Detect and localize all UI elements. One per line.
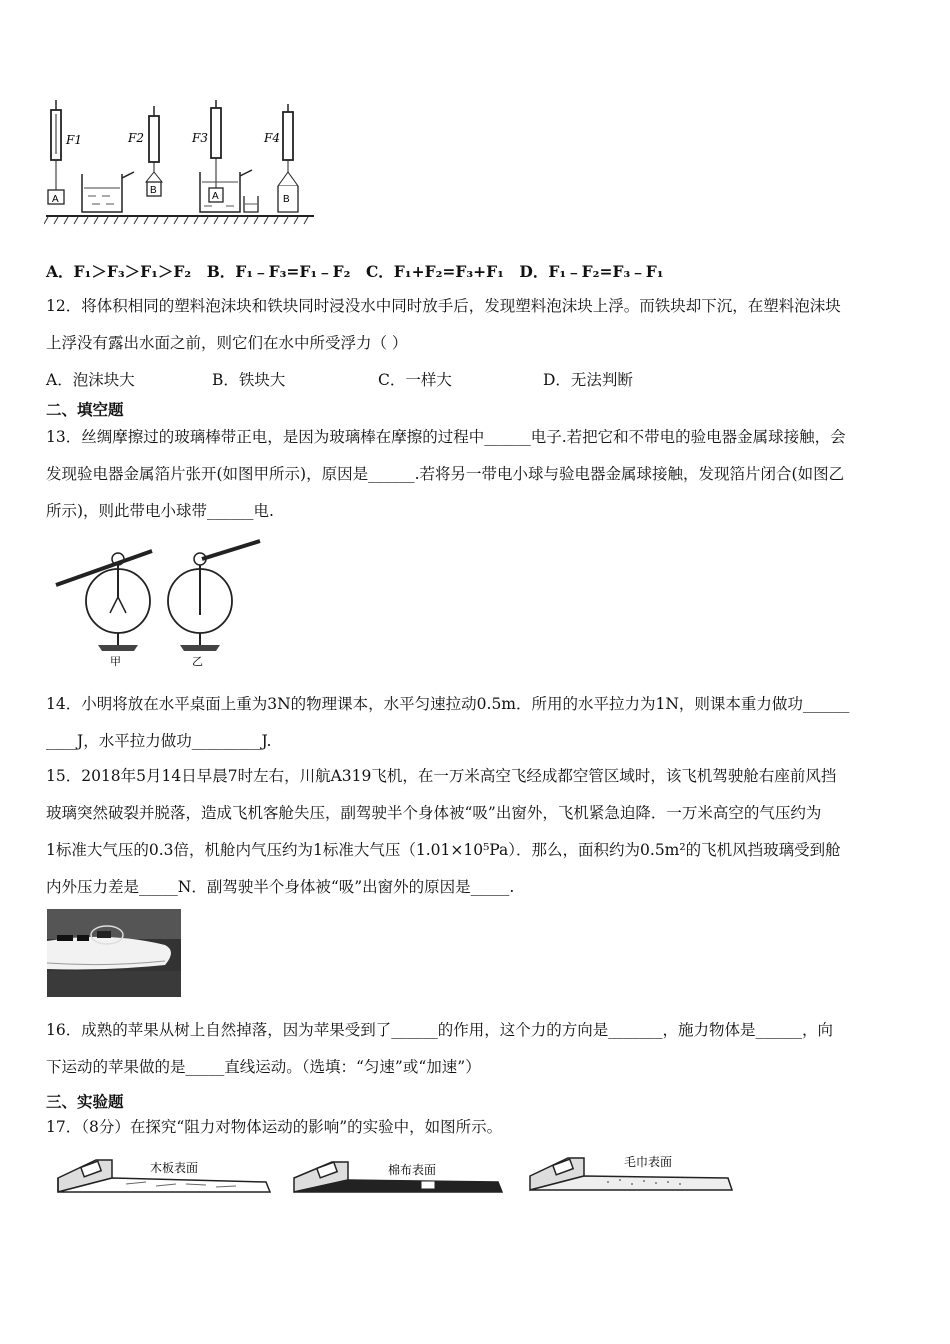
q16-line2: 下运动的苹果做的是_____直线运动。（选填：“匀速”或“加速”） xyxy=(46,1058,481,1076)
wood-surface-diagram xyxy=(58,1160,270,1192)
fig-label-b1: B xyxy=(150,185,157,196)
q12-line1: 12．将体积相同的塑料泡沫块和铁块同时浸没水中同时放手后，发现塑料泡沫块上浮。而铁块却下沉，在塑料泡沫块 xyxy=(46,297,841,315)
q13-line1: 13．丝绸摩擦过的玻璃棒带正电，是因为玻璃棒在摩擦的过程中______电子.若把它和不带电的验电器金属球接触，会 xyxy=(46,428,846,446)
q14-line1: 14．小明将放在水平桌面上重为3N的物理课本，水平匀速拉动0.5m．所用的水平拉力为1N，则课本重力做功______ xyxy=(46,695,850,713)
section-fill-in-title: 二、填空题 xyxy=(46,400,124,419)
fig-label-a1: A xyxy=(52,194,59,205)
spring-scale-figure xyxy=(44,98,320,230)
electroscope-figure xyxy=(52,535,268,667)
fig-label-f1: F1 xyxy=(66,133,82,147)
q15-line2: 玻璃突然破裂并脱落，造成飞机客舱失压，副驾驶半个身体被“吸”出窗外，飞机紧急迫降．一万米高空的气压约为 xyxy=(46,804,822,822)
cotton-surface-diagram xyxy=(294,1162,502,1192)
surface-label-towel: 毛巾表面 xyxy=(624,1155,673,1169)
q13-line2: 发现验电器金属箔片张开(如图甲所示)，原因是______.若将另一带电小球与验电器金属球接触，发现箔片闭合(如图乙 xyxy=(46,465,845,483)
fig-label-f2: F2 xyxy=(128,131,144,145)
q12-option-b: B．铁块大 xyxy=(212,371,286,389)
q15-line3: 1标准大气压的0.3倍，机舱内气压约为1标准大气压（1.01×10⁵Pa）．那么，面积约为0.5m²的飞机风挡玻璃受到舱 xyxy=(46,841,841,859)
airplane-photo xyxy=(47,909,181,997)
surface-label-cotton: 棉布表面 xyxy=(388,1163,437,1177)
surface-label-wood: 木板表面 xyxy=(150,1161,199,1175)
towel-surface-diagram xyxy=(530,1154,732,1190)
q12-option-a: A．泡沫块大 xyxy=(46,371,135,389)
q17-line1: 17．（8分）在探究“阻力对物体运动的影响”的实验中，如图所示。 xyxy=(46,1118,503,1136)
q12-option-d: D．无法判断 xyxy=(543,371,633,389)
q11-options: A．F₁＞F₃＞F₁＞F₂ B．F₁﹣F₃=F₁﹣F₂ C．F₁+F₂=F₃+F₁ D．F₁﹣F₂=F₃﹣F₁ xyxy=(46,262,664,281)
q16-line1: 16．成熟的苹果从树上自然掉落，因为苹果受到了______的作用，这个力的方向是_______，施力物体是______，向 xyxy=(46,1021,833,1039)
fig-label-f3: F3 xyxy=(192,131,208,145)
fig-label-b2: B xyxy=(283,194,290,205)
q12-line2: 上浮没有露出水面之前，则它们在水中所受浮力（ ） xyxy=(46,334,408,352)
surfaces-figure xyxy=(56,1152,740,1202)
q14-line2: ____J，水平拉力做功_________J. xyxy=(46,732,272,750)
fig-label-f4: F4 xyxy=(264,131,280,145)
label-jia: 甲 xyxy=(110,655,121,667)
label-yi: 乙 xyxy=(192,655,203,667)
q15-line4: 内外压力差是_____N．副驾驶半个身体被“吸”出窗外的原因是_____. xyxy=(46,878,515,896)
q15-line1: 15．2018年5月14日早晨7时左右，川航A319飞机，在一万米高空飞经成都空管区域时，该飞机驾驶舱右座前风挡 xyxy=(46,767,837,785)
section-experiment-title: 三、实验题 xyxy=(46,1092,124,1111)
q13-line3: 所示)，则此带电小球带______电. xyxy=(46,502,274,520)
q12-option-c: C．一样大 xyxy=(378,371,452,389)
fig-label-a2: A xyxy=(212,191,219,202)
